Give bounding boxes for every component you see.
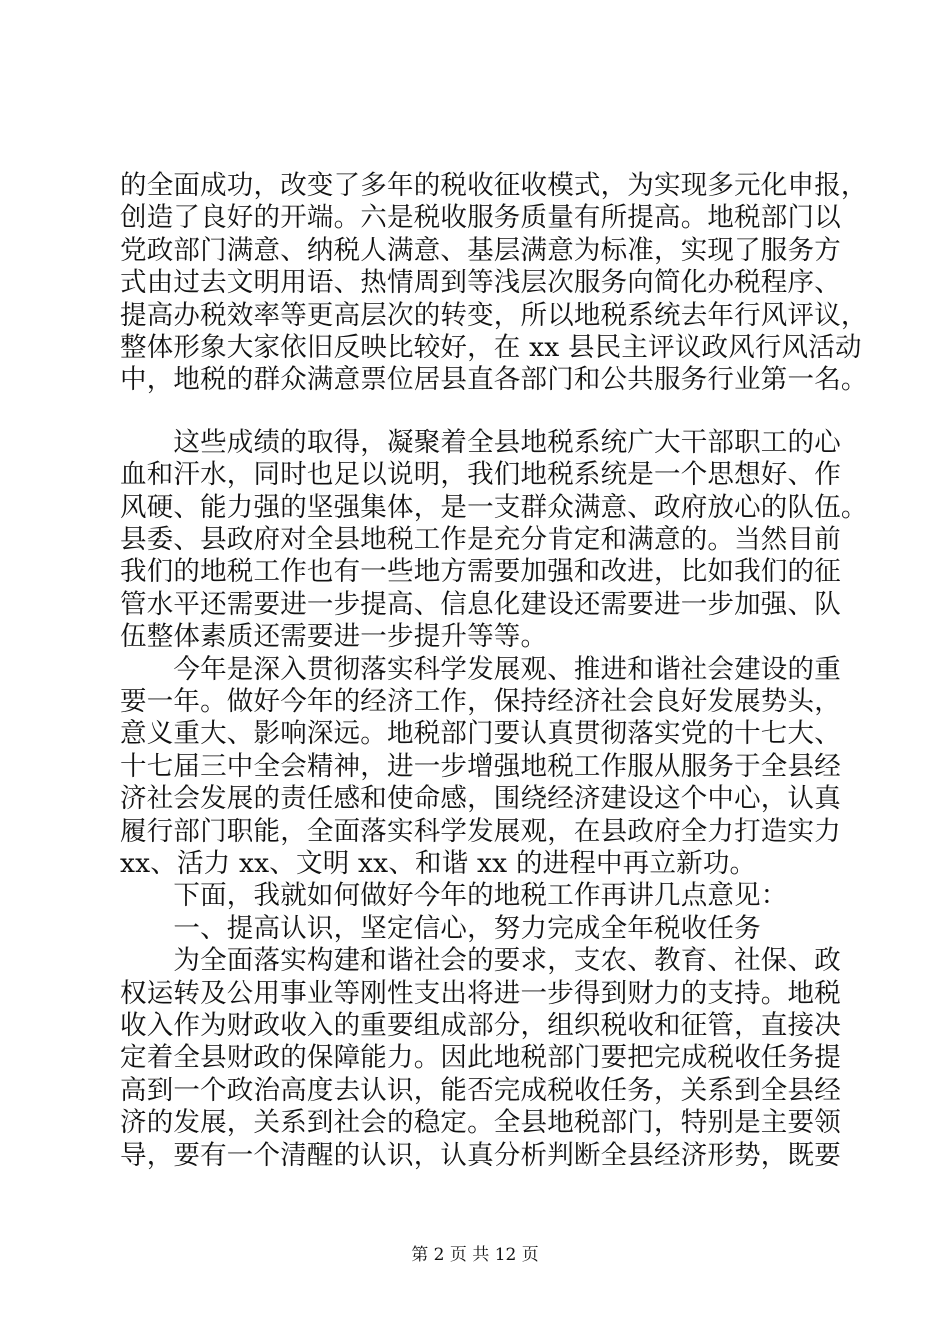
page-number-label: 第 2 页 共 12 页	[411, 1245, 539, 1265]
text-line: 党政部门满意、纳税人满意、基层满意为标准，实现了服务方	[120, 234, 841, 266]
text-line: 式由过去文明用语、热情周到等浅层次服务向简化办税程序、	[120, 267, 841, 299]
text-line: 下面，我就如何做好今年的地税工作再讲几点意见：	[120, 880, 788, 912]
text-line: 的全面成功，改变了多年的税收征收模式，为实现多元化申报，	[120, 170, 868, 201]
section-heading: 一、提高认识，坚定信心，努力完成全年税收任务	[120, 912, 761, 944]
text-line: 高到一个政治高度去认识，能否完成税收任务，关系到全县经	[120, 1074, 841, 1106]
text-line: 为全面落实构建和谐社会的要求，支农、教育、社保、政	[120, 945, 841, 977]
text-line: 今年是深入贯彻落实科学发展观、推进和谐社会建设的重	[120, 653, 841, 685]
text-line: 整体形象大家依旧反映比较好，在 xx 县民主评议政风行风活动	[120, 332, 862, 363]
page-footer	[0, 1244, 950, 1266]
text-line: 导，要有一个清醒的认识，认真分析判断全县经济形势，既要	[120, 1139, 841, 1171]
text-line: xx、活力 xx、文明 xx、和谐 xx 的进程中再立新功。	[120, 848, 757, 879]
text-line: 县委、县政府对全县地税工作是充分肯定和满意的。当然目前	[120, 524, 841, 555]
text-line: 济的发展，关系到社会的稳定。全县地税部门，特别是主要领	[120, 1107, 841, 1139]
text-line: 创造了良好的开端。六是税收服务质量有所提高。地税部门以	[120, 202, 841, 234]
text-line: 风硬、能力强的坚强集体，是一支群众满意、政府放心的队伍。	[120, 491, 868, 523]
text-line: 济社会发展的责任感和使命感，围绕经济建设这个中心，认真	[120, 783, 841, 815]
text-line: 十七届三中全会精神，进一步增强地税工作服从服务于全县经	[120, 750, 841, 782]
text-line: 权运转及公用事业等刚性支出将进一步得到财力的支持。地税	[120, 977, 841, 1009]
text-line: 这些成绩的取得，凝聚着全县地税系统广大干部职工的心	[120, 426, 841, 458]
text-line: 中，地税的群众满意票位居县直各部门和公共服务行业第一名。	[120, 364, 868, 396]
text-line: 伍整体素质还需要进一步提升等等。	[120, 621, 548, 653]
text-line: 提高办税效率等更高层次的转变，所以地税系统去年行风评议，	[120, 299, 868, 331]
text-line: 履行部门职能，全面落实科学发展观，在县政府全力打造实力	[120, 815, 841, 847]
text-line: 定着全县财政的保障能力。因此地税部门要把完成税收任务提	[120, 1042, 841, 1074]
text-line: 要一年。做好今年的经济工作，保持经济社会良好发展势头，	[120, 686, 841, 717]
text-line: 血和汗水，同时也足以说明，我们地税系统是一个思想好、作	[120, 459, 841, 491]
text-line: 我们的地税工作也有一些地方需要加强和改进，比如我们的征	[120, 556, 841, 588]
text-line: 收入作为财政收入的重要组成部分，组织税收和征管，直接决	[120, 1010, 841, 1041]
text-line: 意义重大、影响深远。地税部门要认真贯彻落实党的十七大、	[120, 718, 841, 750]
text-line: 管水平还需要进一步提高、信息化建设还需要进一步加强、队	[120, 588, 841, 620]
